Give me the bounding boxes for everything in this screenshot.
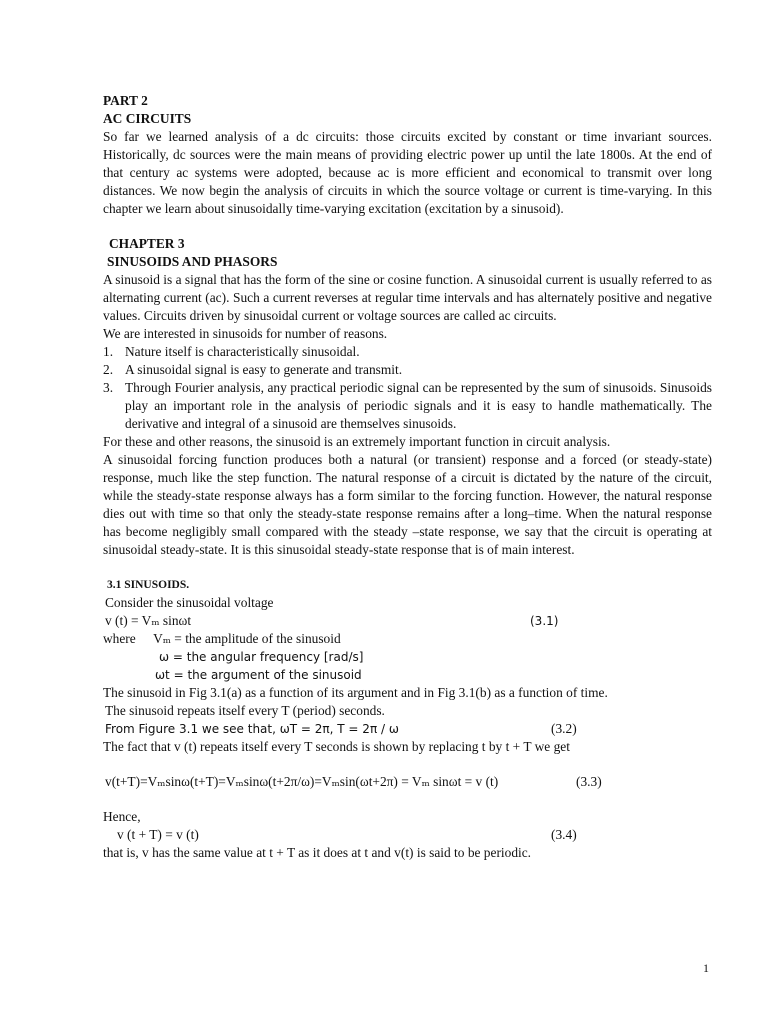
page-content xyxy=(103,92,712,862)
consider-text: Consider the sinusoidal voltage xyxy=(105,595,274,610)
equation-text: v(t+T)=Vₘsinω(t+T)=Vₘsinω(t+2π/ω)=Vₘsin(ωt+2π) = Vₘ sinωt = v (t) xyxy=(105,774,499,789)
hence-text: Hence, xyxy=(103,809,141,824)
equation-number: (3.2) xyxy=(551,721,577,736)
list-item xyxy=(103,361,712,379)
definition-argument: ωt = the argument of the sinusoid xyxy=(155,668,362,682)
spacer xyxy=(103,791,712,808)
equation-3-1 xyxy=(103,612,712,630)
part-title: AC CIRCUITS xyxy=(103,111,192,126)
equation-3-3 xyxy=(103,773,712,791)
repeat-text: The sinusoid repeats itself every T (period) seconds. xyxy=(105,703,385,718)
list-number: 3. xyxy=(103,380,114,395)
where-label: where xyxy=(103,631,136,646)
spacer xyxy=(103,756,712,773)
list-item xyxy=(103,379,712,433)
conclusion-text: that is, v has the same value at t + T as it does at t and v(t) is said to be periodic. xyxy=(103,845,532,860)
reasons-list xyxy=(103,343,712,433)
list-number: 2. xyxy=(103,362,114,377)
list-text: A sinusoidal signal is easy to generate and transmit. xyxy=(125,362,403,377)
equation-text: v (t + T) = v (t) xyxy=(117,827,199,842)
reasons-intro: We are interested in sinusoids for number of reasons. xyxy=(103,326,388,341)
definition-row xyxy=(103,630,712,648)
list-number: 1. xyxy=(103,344,114,359)
definition-amplitude: Vₘ = the amplitude of the sinusoid xyxy=(153,631,341,646)
list-text: Through Fourier analysis, any practical periodic signal can be represented by the sum of sinusoids. Sinusoids play an important role in the analysis of periodic signals and it is easy to handle mathematically. The derivative and integral of a sinusoid are themselves sinusoids. xyxy=(125,380,712,431)
chapter-paragraph-1: A sinusoid is a signal that has the form of the sine or cosine function. A sinusoidal current is usually referred to as alternating current (ac). Such a current reverses at regular time intervals and has alternately positive and negative values. Circuits driven by sinusoidal current or voltage sources are called ac circuits. xyxy=(103,272,712,323)
equation-text: v (t) = Vₘ sinωt xyxy=(105,613,192,628)
spacer xyxy=(103,559,712,576)
section-title: 3.1 SINUSOIDS. xyxy=(107,579,190,591)
list-text: Nature itself is characteristically sinusoidal. xyxy=(125,344,360,359)
chapter-label: CHAPTER 3 xyxy=(109,236,185,251)
equation-text: From Figure 3.1 we see that, ωT = 2π, T = 2π / ω xyxy=(105,722,399,736)
equation-number: (3.1) xyxy=(530,614,559,628)
chapter-paragraph-2: For these and other reasons, the sinusoid is an extremely important function in circuit analysis. xyxy=(103,434,611,449)
fact-text: The fact that v (t) repeats itself every T seconds is shown by replacing t by t + T we get xyxy=(103,739,570,754)
equation-number: (3.3) xyxy=(576,774,602,789)
chapter-title: SINUSOIDS AND PHASORS xyxy=(107,254,278,269)
definition-angular-frequency: ω = the angular frequency [rad/s] xyxy=(159,650,364,664)
page-number: 1 xyxy=(703,961,709,975)
chapter-paragraph-3: A sinusoidal forcing function produces both a natural (or transient) response and a forced (or steady-state) response, much like the step function. The natural response of a circuit is dictated by the nature of the circuit, while the steady-state response always has a form similar to the forcing function. However, the natural response dies out with time so that only the steady-state response remains after a long–time. When the natural response has become negligibly small compared with the steady –state response, we say that the circuit is operating at sinusoidal steady-state. It is this sinusoidal steady-state response that is of main interest. xyxy=(103,452,712,557)
figure-description: The sinusoid in Fig 3.1(a) as a function of its argument and in Fig 3.1(b) as a function of time. xyxy=(103,685,608,700)
equation-number: (3.4) xyxy=(551,827,577,842)
part-label: PART 2 xyxy=(103,93,148,108)
equation-3-2 xyxy=(103,720,712,738)
spacer xyxy=(103,218,712,235)
part-intro-paragraph: So far we learned analysis of a dc circuits: those circuits excited by constant or time invariant sources. Historically, dc sources were the main means of providing electric power up until the late 1800s. At the end of that century ac systems were adopted, because ac is more efficient and economical to transmit over long distances. We now begin the analysis of circuits in which the source voltage or current is time-varying. In this chapter we learn about sinusoidally time-varying excitation (excitation by a sinusoid). xyxy=(103,129,712,216)
list-item xyxy=(103,343,712,361)
equation-3-4 xyxy=(103,826,712,844)
